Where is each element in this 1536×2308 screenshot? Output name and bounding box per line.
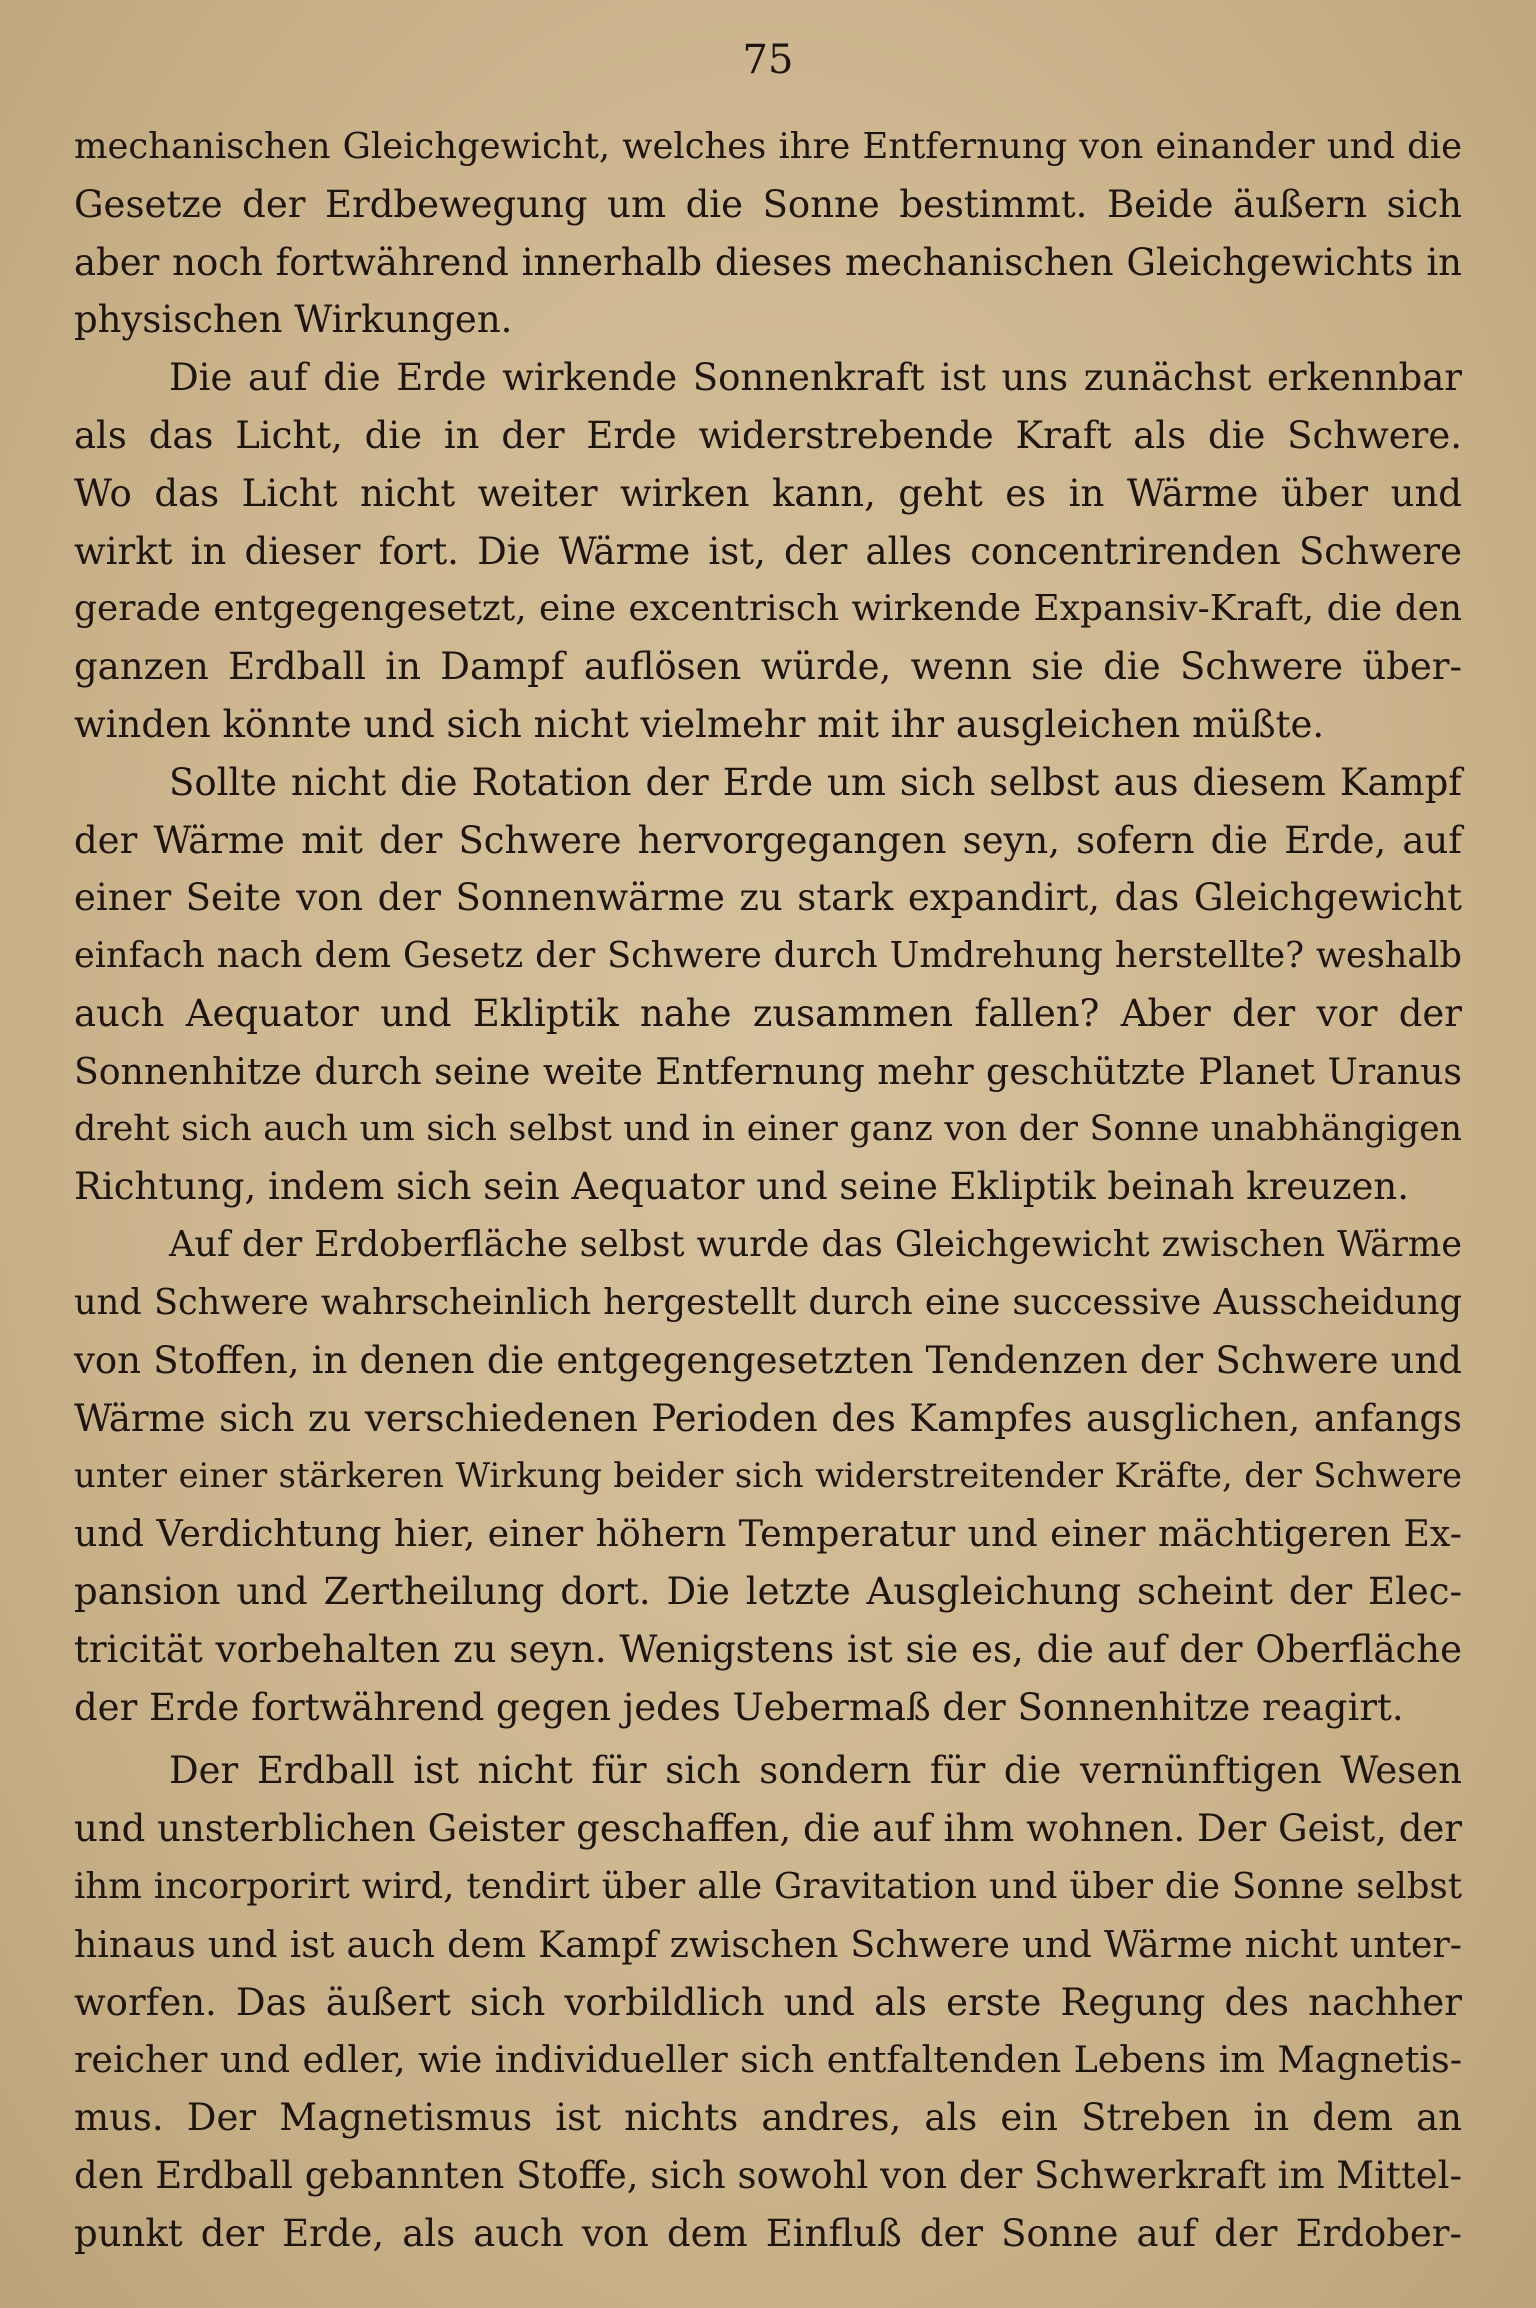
text-line: reicher und edler, wie individueller sich entfaltenden Lebens im Magnetis- — [74, 2038, 1462, 2082]
text-line: von Stoffen, in denen die entgegengesetzten Tendenzen der Schwere und — [74, 1338, 1462, 1382]
body-text — [74, 118, 1462, 2262]
text-line: ihm incorporirt wird, tendirt über alle Gravitation und über die Sonne selbst — [74, 1865, 1462, 1907]
paragraph — [74, 1216, 1462, 1736]
paragraph — [74, 118, 1462, 349]
text-line: dreht sich auch um sich selbst und in einer ganz von der Sonne unabhängigen — [74, 1108, 1462, 1149]
text-line: pansion und Zertheilung dort. Die letzte Ausgleichung scheint der Elec- — [74, 1569, 1462, 1613]
text-line: Richtung, indem sich sein Aequator und seine Ekliptik beinah kreuzen. — [74, 1165, 1409, 1209]
text-line: worfen. Das äußert sich vorbildlich und als erste Regung des nachher — [74, 1980, 1462, 2024]
text-line: Die auf die Erde wirkende Sonnenkraft ist uns zunächst erkennbar — [169, 356, 1462, 400]
page-number: 75 — [742, 37, 794, 83]
text-line: aber noch fortwährend innerhalb dieses mechanischen Gleichgewichts in — [74, 240, 1462, 284]
text-line: und unsterblichen Geister geschaffen, die auf ihm wohnen. Der Geist, der — [74, 1807, 1462, 1851]
text-line: der Erde fortwährend gegen jedes Uebermaß der Sonnenhitze reagirt. — [74, 1685, 1404, 1729]
text-line: den Erdball gebannten Stoffe, sich sowohl von der Schwerkraft im Mittel- — [74, 2153, 1462, 2197]
paragraph — [74, 349, 1462, 754]
text-line: winden könnte und sich nicht vielmehr mit ihr ausgleichen müßte. — [74, 702, 1325, 746]
text-line: und Schwere wahrscheinlich hergestellt durch eine successive Ausscheidung — [74, 1281, 1462, 1323]
text-line: Gesetze der Erdbewegung um die Sonne bestimmt. Beide äußern sich — [74, 182, 1462, 226]
text-line: punkt der Erde, als auch von dem Einfluß der Sonne auf der Erdober- — [74, 2211, 1462, 2255]
text-line: Der Erdball ist nicht für sich sondern für die vernünftigen Wesen — [169, 1749, 1462, 1793]
text-line: Wärme sich zu verschiedenen Perioden des Kampfes ausglichen, anfangs — [74, 1396, 1462, 1440]
text-line: als das Licht, die in der Erde widerstrebende Kraft als die Schwere. — [74, 413, 1462, 457]
text-line: hinaus und ist auch dem Kampf zwischen Schwere und Wärme nicht unter- — [74, 1922, 1462, 1966]
text-line: wirkt in dieser fort. Die Wärme ist, der alles concentrirenden Schwere — [74, 529, 1462, 573]
text-line: Sollte nicht die Rotation der Erde um sich selbst aus diesem Kampf — [169, 760, 1462, 804]
text-line: physischen Wirkungen. — [74, 298, 513, 342]
paragraph — [74, 1742, 1462, 2262]
text-line: Auf der Erdoberfläche selbst wurde das Gleichgewicht zwischen Wärme — [169, 1224, 1462, 1266]
text-line: mus. Der Magnetismus ist nichts andres, als ein Streben in dem an — [74, 2096, 1462, 2140]
text-line: einer Seite von der Sonnenwärme zu stark expandirt, das Gleichgewicht — [74, 876, 1462, 920]
text-line: mechanischen Gleichgewicht, welches ihre Entfernung von einander und die — [74, 126, 1462, 167]
text-line: unter einer stärkeren Wirkung beider sich widerstreitender Kräfte, der Schwere — [74, 1456, 1462, 1496]
text-line: der Wärme mit der Schwere hervorgegangen seyn, sofern die Erde, auf — [74, 818, 1462, 862]
text-line: gerade entgegengesetzt, eine excentrisch wirkende Expansiv-Kraft, die den — [74, 588, 1462, 630]
text-line: tricität vorbehalten zu seyn. Wenigstens ist sie es, die auf der Oberfläche — [74, 1627, 1462, 1671]
text-line: Wo das Licht nicht weiter wirken kann, geht es in Wärme über und — [74, 471, 1462, 515]
text-line: und Verdichtung hier, einer höhern Temperatur und einer mächtigeren Ex- — [74, 1512, 1462, 1556]
paragraph — [74, 754, 1462, 1216]
text-line: ganzen Erdball in Dampf auflösen würde, wenn sie die Schwere über- — [74, 645, 1462, 689]
text-line: einfach nach dem Gesetz der Schwere durch Umdrehung herstellte? weshalb — [74, 935, 1462, 977]
text-line: Sonnenhitze durch seine weite Entfernung mehr geschützte Planet Uranus — [74, 1049, 1462, 1093]
text-line: auch Aequator und Ekliptik nahe zusammen fallen? Aber der vor der — [74, 991, 1462, 1035]
